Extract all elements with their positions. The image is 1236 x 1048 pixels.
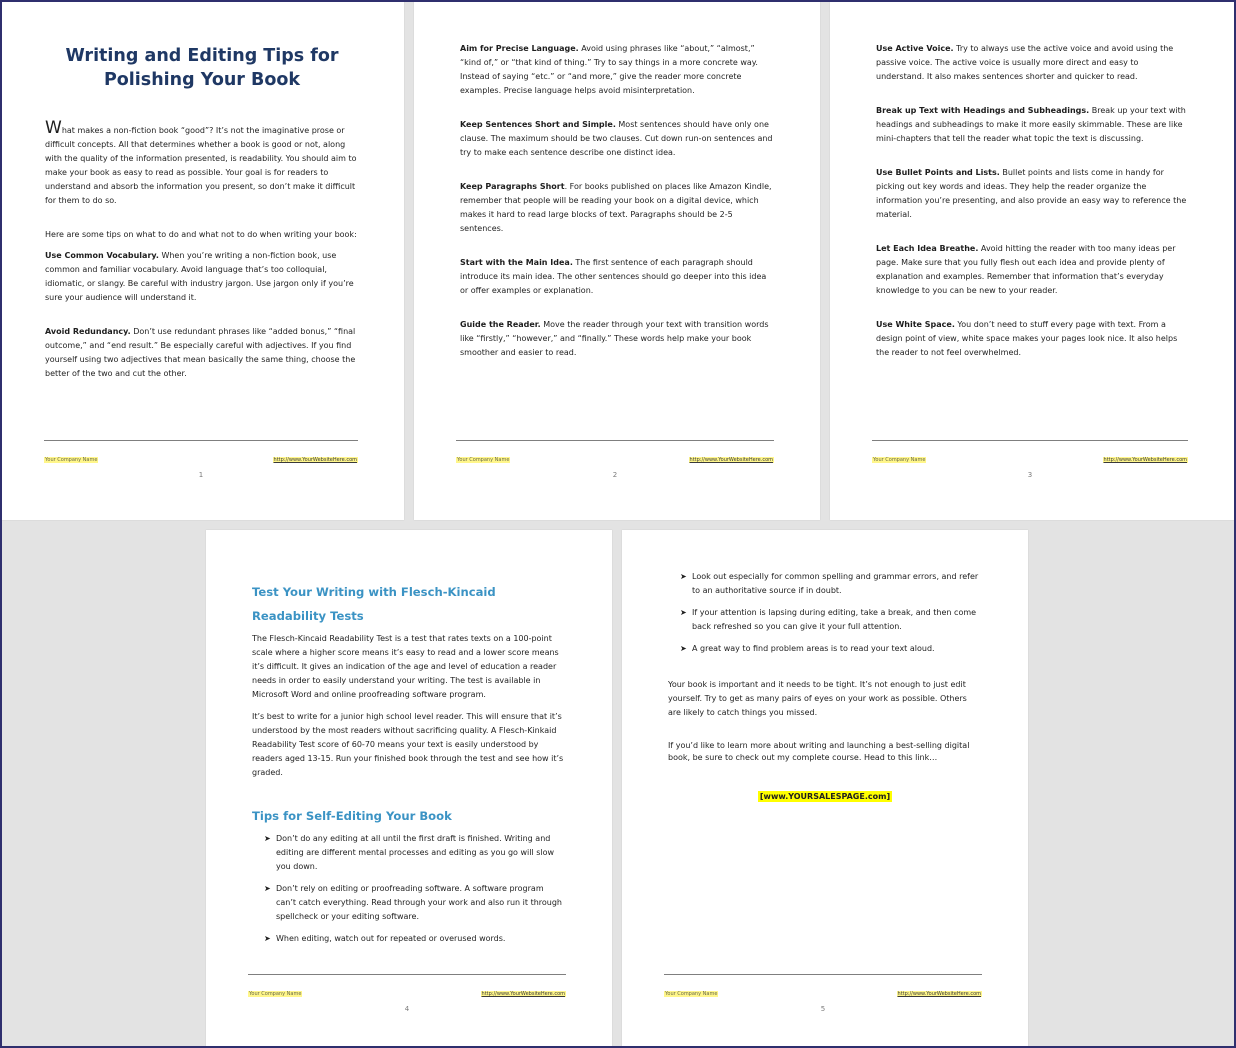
drop-cap: W bbox=[45, 118, 62, 138]
tip-heading: Keep Paragraphs Short bbox=[460, 182, 565, 191]
page-footer bbox=[456, 440, 774, 479]
tip-paragraph bbox=[876, 242, 1188, 298]
self-editing-list-continued bbox=[668, 570, 982, 656]
tip-heading: Break up Text with Headings and Subheadings. bbox=[876, 106, 1090, 115]
tip-text: Avoid using phrases like “about,” “almost,” “kind of,” or “that kind of thing.” Try to say things in a more concrete way. Instead of saying “etc.” or “and more,” give the reader more concrete examples. Precise language helps avoid misinterpretation. bbox=[460, 44, 758, 95]
footer-rule bbox=[456, 440, 774, 441]
sales-page-link-wrapper bbox=[668, 784, 982, 803]
page-number: 1 bbox=[198, 471, 204, 479]
body-paragraph: It’s best to write for a junior high school level reader. This will ensure that it’s understood by the most readers without sacrificing quality. A Flesch-Kinkaid Readability Test score of 60-70 means your text is easily understood by readers aged 13-15. Run your finished book through the test and see how it’s graded. bbox=[252, 712, 564, 777]
tip-paragraph bbox=[460, 256, 774, 298]
tip-text: Most sentences should have only one clause. The maximum should be two clauses. Cut down run-on sentences and try to make each sentence describe one distinct idea. bbox=[460, 120, 773, 157]
list-item bbox=[264, 932, 566, 946]
arrow-bullet-icon: ➤ bbox=[680, 608, 687, 617]
tip-text: Break up your text with headings and subheadings to make it more easily skimmable. These are like mini-chapters that tell the reader what topic the text is discussing. bbox=[876, 106, 1186, 143]
footer-website-link[interactable]: http://www.YourWebsiteHere.com bbox=[273, 457, 357, 463]
list-item bbox=[680, 642, 982, 656]
tip-text: Avoid hitting the reader with too many ideas per page. Make sure that you fully flesh out each idea and provide plenty of explanation and examples. Remember that information that’s everyday knowledge to you can be new to your reader. bbox=[876, 244, 1176, 295]
tip-text: You don’t need to stuff every page with text. From a design point of view, white space makes your pages look nice. It also helps the reader to not feel overwhelmed. bbox=[876, 320, 1178, 357]
tip-text: Try to always use the active voice and avoid using the passive voice. The active voice is usually more direct and easy to understand. It also makes sentences shorter and quicker to read. bbox=[876, 44, 1174, 81]
page-4-content bbox=[252, 580, 566, 954]
tip-paragraph bbox=[45, 325, 359, 381]
tip-heading: Aim for Precise Language. bbox=[460, 44, 579, 53]
tip-text: Don’t use redundant phrases like “added bonus,” “final outcome,” and “end result.” Be especially careful with adjectives. If you find yourself using two adjectives that mean basically the same thing, choose the better of the two and cut the other. bbox=[45, 327, 356, 378]
self-editing-list bbox=[252, 832, 566, 946]
tip-paragraph bbox=[876, 42, 1188, 84]
footer-company-name: Your Company Name bbox=[45, 457, 98, 463]
footer-company-name: Your Company Name bbox=[665, 991, 718, 997]
tip-heading: Start with the Main Idea. bbox=[460, 258, 573, 267]
footer-rule bbox=[872, 440, 1188, 441]
page-5-content bbox=[668, 570, 982, 803]
tip-paragraph bbox=[460, 42, 774, 98]
footer-website-link[interactable]: http://www.YourWebsiteHere.com bbox=[897, 991, 981, 997]
tip-paragraph bbox=[460, 118, 774, 160]
list-item-text: Look out especially for common spelling and grammar errors, and refer to an authoritative source if in doubt. bbox=[692, 572, 979, 595]
arrow-bullet-icon: ➤ bbox=[264, 934, 271, 943]
arrow-bullet-icon: ➤ bbox=[680, 644, 687, 653]
tip-heading: Guide the Reader. bbox=[460, 320, 541, 329]
tip-heading: Avoid Redundancy. bbox=[45, 327, 131, 336]
page-5 bbox=[622, 530, 1028, 1046]
arrow-bullet-icon: ➤ bbox=[680, 572, 687, 581]
tip-paragraph bbox=[460, 318, 774, 360]
footer-website-link[interactable]: http://www.YourWebsiteHere.com bbox=[1103, 457, 1187, 463]
page-1 bbox=[2, 2, 404, 520]
page-footer bbox=[872, 440, 1188, 479]
list-item-text: When editing, watch out for repeated or overused words. bbox=[276, 934, 506, 943]
tip-paragraph bbox=[876, 318, 1188, 360]
footer-rule bbox=[248, 974, 566, 975]
tip-heading: Keep Sentences Short and Simple. bbox=[460, 120, 616, 129]
footer-company-name: Your Company Name bbox=[457, 457, 510, 463]
list-item-text: Don’t do any editing at all until the first draft is finished. Writing and editing are different mental processes and editing as you go will slow you down. bbox=[276, 834, 555, 871]
page-number: 4 bbox=[404, 1005, 410, 1013]
course-paragraph: If you’d like to learn more about writing and launching a best-selling digital book, be sure to check out my complete course. Head to this link… bbox=[668, 741, 970, 762]
tips-lead: Here are some tips on what to do and what not to do when writing your book: bbox=[45, 230, 357, 239]
page-1-content bbox=[45, 44, 359, 401]
page-footer bbox=[44, 440, 358, 479]
page-3-content bbox=[876, 42, 1188, 380]
tip-heading: Use White Space. bbox=[876, 320, 955, 329]
list-item bbox=[680, 570, 982, 598]
page-footer bbox=[248, 974, 566, 1013]
intro-text: hat makes a non-fiction book “good”? It’s not the imaginative prose or difficult concepts. All that determines whether a book is good or not, along with the quality of the information presented, is readability. You should aim to make your book as easy to read as possible. Your goal is for readers to understand and absorb the information you present, so don’t make it difficult for them to do so. bbox=[45, 126, 357, 205]
tip-text: Move the reader through your text with transition words like “firstly,” “however,” and “finally.” These words help make your book smoother and easier to read. bbox=[460, 320, 769, 357]
section-heading-readability: Test Your Writing with Flesch-Kincaid Readability Tests bbox=[252, 585, 496, 623]
tip-paragraph bbox=[460, 180, 774, 236]
tip-heading: Use Common Vocabulary. bbox=[45, 251, 159, 260]
tip-heading: Use Bullet Points and Lists. bbox=[876, 168, 1000, 177]
tip-paragraph bbox=[876, 166, 1188, 222]
body-paragraph: Your book is important and it needs to be tight. It’s not enough to just edit yourself. Try to get as many pairs of eyes on your work as possible. Others are likely to catch things you missed. bbox=[668, 680, 967, 717]
page-2-content bbox=[460, 42, 774, 380]
tip-text: The first sentence of each paragraph should introduce its main idea. The other sentences should go deeper into this idea or offer examples or explanation. bbox=[460, 258, 767, 295]
page-4 bbox=[206, 530, 612, 1046]
list-item bbox=[264, 832, 566, 874]
list-item bbox=[264, 882, 566, 924]
footer-rule bbox=[664, 974, 982, 975]
page-3 bbox=[830, 2, 1234, 520]
body-paragraph: The Flesch-Kincaid Readability Test is a test that rates texts on a 100-point scale where a higher score means it’s easy to read and a lower score means it’s difficult. It gives an indication of the age and level of education a reader needs in order to easily understand your writing. The test is available in Microsoft Word and online proofreading software program. bbox=[252, 634, 559, 699]
footer-website-link[interactable]: http://www.YourWebsiteHere.com bbox=[689, 457, 773, 463]
list-item-text: If your attention is lapsing during editing, take a break, and then come back refreshed so you can give it your full attention. bbox=[692, 608, 977, 631]
tip-heading: Use Active Voice. bbox=[876, 44, 954, 53]
page-number: 3 bbox=[1027, 471, 1033, 479]
page-number: 2 bbox=[612, 471, 618, 479]
tip-text: Bullet points and lists come in handy for picking out key words and ideas. They help the reader organize the information you’re presenting, and also provide an easy way to reference the material. bbox=[876, 168, 1187, 219]
intro-paragraph bbox=[45, 118, 359, 208]
tip-text: When you’re writing a non-fiction book, use common and familiar vocabulary. Avoid language that’s too colloquial, idiomatic, or slangy. Be careful with industry jargon. Use jargon only if you’re sure your audience will understand it. bbox=[45, 251, 354, 302]
arrow-bullet-icon: ➤ bbox=[264, 834, 271, 843]
document-title: Writing and Editing Tips for Polishing Your Book bbox=[65, 46, 339, 90]
page-footer bbox=[664, 974, 982, 1013]
tip-heading: Let Each Idea Breathe. bbox=[876, 244, 979, 253]
footer-company-name: Your Company Name bbox=[873, 457, 926, 463]
list-item bbox=[680, 606, 982, 634]
footer-company-name: Your Company Name bbox=[249, 991, 302, 997]
page-number: 5 bbox=[820, 1005, 826, 1013]
tip-paragraph bbox=[45, 249, 359, 305]
tip-paragraph bbox=[876, 104, 1188, 146]
list-item-text: Don’t rely on editing or proofreading software. A software program can’t catch everything. Read through your work and also run it through spellcheck or your editing software. bbox=[276, 884, 562, 921]
page-2 bbox=[414, 2, 820, 520]
arrow-bullet-icon: ➤ bbox=[264, 884, 271, 893]
section-heading-self-editing: Tips for Self-Editing Your Book bbox=[252, 809, 452, 823]
footer-rule bbox=[44, 440, 358, 441]
sales-page-link[interactable]: [www.YOURSALESPAGE.com] bbox=[759, 792, 891, 801]
list-item-text: A great way to find problem areas is to read your text aloud. bbox=[692, 644, 935, 653]
tip-text: . For books published on places like Amazon Kindle, remember that people will be reading your book on a digital device, which makes it hard to read large blocks of text. Paragraphs should be 2-5 sentences. bbox=[460, 182, 772, 233]
footer-website-link[interactable]: http://www.YourWebsiteHere.com bbox=[481, 991, 565, 997]
